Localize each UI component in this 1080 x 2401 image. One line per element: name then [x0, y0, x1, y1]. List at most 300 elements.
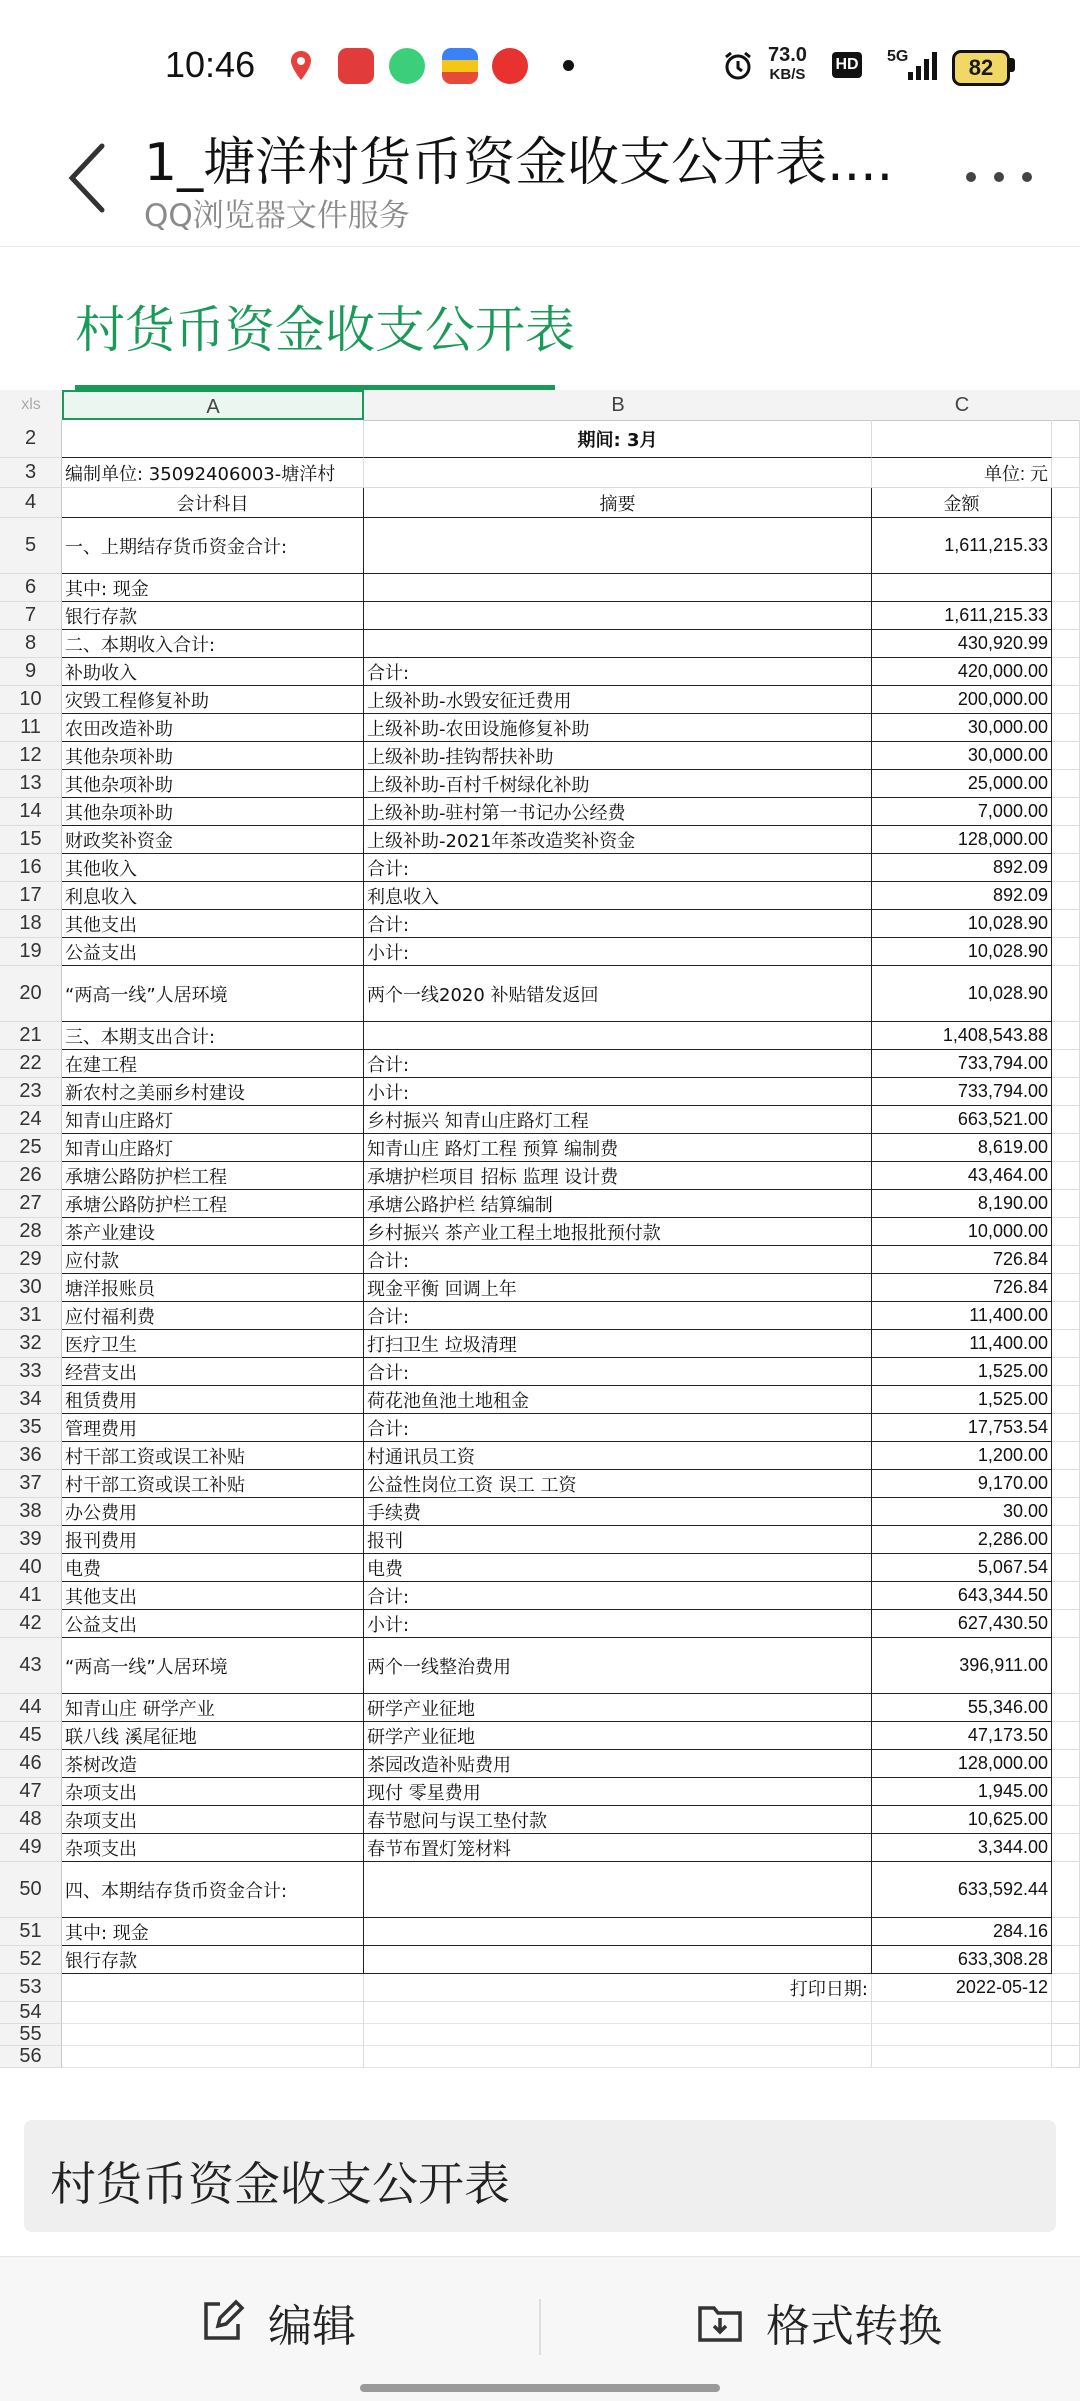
- cell-amount[interactable]: 726.84: [872, 1246, 1052, 1274]
- cell-account[interactable]: [62, 2024, 364, 2046]
- cell-empty[interactable]: [1052, 1274, 1080, 1302]
- cell-account[interactable]: 杂项支出: [62, 1778, 364, 1806]
- cell-empty[interactable]: [1052, 1638, 1080, 1694]
- cell-summary[interactable]: 打印日期:: [364, 1974, 872, 2002]
- cell-empty[interactable]: [1052, 770, 1080, 798]
- cell-summary[interactable]: 合计:: [364, 1050, 872, 1078]
- cell-summary[interactable]: 现金平衡 回调上年: [364, 1274, 872, 1302]
- row-number[interactable]: 8: [0, 630, 62, 658]
- sheet-name-bar[interactable]: [24, 2120, 1056, 2232]
- cell-amount[interactable]: 55,346.00: [872, 1694, 1052, 1722]
- table-row[interactable]: [0, 1274, 1080, 1302]
- cell-amount[interactable]: 633,308.28: [872, 1946, 1052, 1974]
- cell-amount[interactable]: 11,400.00: [872, 1302, 1052, 1330]
- table-row[interactable]: [0, 458, 1080, 488]
- table-row[interactable]: [0, 938, 1080, 966]
- cell-empty[interactable]: [1052, 1526, 1080, 1554]
- row-number[interactable]: 48: [0, 1806, 62, 1834]
- cell-account[interactable]: 其他收入: [62, 854, 364, 882]
- cell-empty[interactable]: [1052, 742, 1080, 770]
- cell-empty[interactable]: [1052, 826, 1080, 854]
- cell-empty[interactable]: [1052, 854, 1080, 882]
- cell-amount[interactable]: 733,794.00: [872, 1050, 1052, 1078]
- row-number[interactable]: 43: [0, 1638, 62, 1694]
- cell-summary[interactable]: [364, 458, 872, 488]
- cell-account[interactable]: 租赁费用: [62, 1386, 364, 1414]
- table-row[interactable]: [0, 1442, 1080, 1470]
- row-number[interactable]: 9: [0, 658, 62, 686]
- row-number[interactable]: 44: [0, 1694, 62, 1722]
- cell-account[interactable]: [62, 2046, 364, 2068]
- cell-empty[interactable]: [1052, 1358, 1080, 1386]
- cell-account[interactable]: 会计科目: [62, 488, 364, 518]
- row-number[interactable]: 50: [0, 1862, 62, 1918]
- cell-account[interactable]: 知青山庄路灯: [62, 1106, 364, 1134]
- cell-account[interactable]: 四、本期结存货币资金合计:: [62, 1862, 364, 1918]
- cell-empty[interactable]: [1052, 1442, 1080, 1470]
- cell-amount[interactable]: 284.16: [872, 1918, 1052, 1946]
- cell-empty[interactable]: [1052, 1162, 1080, 1190]
- cell-account[interactable]: 二、本期收入合计:: [62, 630, 364, 658]
- cell-account[interactable]: 承塘公路防护栏工程: [62, 1190, 364, 1218]
- cell-empty[interactable]: [1052, 1582, 1080, 1610]
- table-row[interactable]: [0, 518, 1080, 574]
- cell-empty[interactable]: [1052, 1554, 1080, 1582]
- cell-account[interactable]: 管理费用: [62, 1414, 364, 1442]
- table-row[interactable]: [0, 1190, 1080, 1218]
- cell-amount[interactable]: 单位: 元: [872, 458, 1052, 488]
- row-number[interactable]: 6: [0, 574, 62, 602]
- cell-amount[interactable]: 10,028.90: [872, 966, 1052, 1022]
- row-number[interactable]: 25: [0, 1134, 62, 1162]
- row-number[interactable]: 23: [0, 1078, 62, 1106]
- row-number[interactable]: 19: [0, 938, 62, 966]
- cell-empty[interactable]: [1052, 1330, 1080, 1358]
- table-row[interactable]: [0, 1862, 1080, 1918]
- cell-amount[interactable]: 1,525.00: [872, 1358, 1052, 1386]
- table-row[interactable]: [0, 742, 1080, 770]
- cell-account[interactable]: 利息收入: [62, 882, 364, 910]
- table-row[interactable]: [0, 1918, 1080, 1946]
- cell-amount[interactable]: 663,521.00: [872, 1106, 1052, 1134]
- cell-empty[interactable]: [1052, 2046, 1080, 2068]
- row-number[interactable]: 10: [0, 686, 62, 714]
- cell-amount[interactable]: 11,400.00: [872, 1330, 1052, 1358]
- cell-account[interactable]: 塘洋报账员: [62, 1274, 364, 1302]
- cell-summary[interactable]: 合计:: [364, 910, 872, 938]
- cell-empty[interactable]: [1052, 2024, 1080, 2046]
- cell-amount[interactable]: 1,408,543.88: [872, 1022, 1052, 1050]
- cell-summary[interactable]: 上级补助-农田设施修复补助: [364, 714, 872, 742]
- cell-amount[interactable]: 25,000.00: [872, 770, 1052, 798]
- row-number[interactable]: 40: [0, 1554, 62, 1582]
- row-number[interactable]: 20: [0, 966, 62, 1022]
- cell-summary[interactable]: [364, 518, 872, 574]
- cell-amount[interactable]: [872, 574, 1052, 602]
- cell-account[interactable]: 其他杂项补助: [62, 742, 364, 770]
- edit-button[interactable]: [198, 2287, 356, 2357]
- table-row[interactable]: [0, 1414, 1080, 1442]
- cell-amount[interactable]: 1,611,215.33: [872, 518, 1052, 574]
- row-number[interactable]: 13: [0, 770, 62, 798]
- cell-summary[interactable]: 春节布置灯笼材料: [364, 1834, 872, 1862]
- row-number[interactable]: 38: [0, 1498, 62, 1526]
- table-row[interactable]: [0, 1050, 1080, 1078]
- cell-summary[interactable]: 上级补助-百村千树绿化补助: [364, 770, 872, 798]
- cell-amount[interactable]: 1,525.00: [872, 1386, 1052, 1414]
- cell-summary[interactable]: 公益性岗位工资 误工 工资: [364, 1470, 872, 1498]
- cell-amount[interactable]: 5,067.54: [872, 1554, 1052, 1582]
- cell-account[interactable]: 其中: 现金: [62, 1918, 364, 1946]
- table-row[interactable]: [0, 1218, 1080, 1246]
- cell-amount[interactable]: 7,000.00: [872, 798, 1052, 826]
- cell-account[interactable]: 办公费用: [62, 1498, 364, 1526]
- cell-account[interactable]: 一、上期结存货币资金合计:: [62, 518, 364, 574]
- cell-amount[interactable]: 47,173.50: [872, 1722, 1052, 1750]
- table-row[interactable]: [0, 2002, 1080, 2024]
- cell-empty[interactable]: [1052, 1078, 1080, 1106]
- cell-summary[interactable]: [364, 574, 872, 602]
- cell-summary[interactable]: 利息收入: [364, 882, 872, 910]
- table-row[interactable]: [0, 826, 1080, 854]
- table-row[interactable]: [0, 1386, 1080, 1414]
- table-row[interactable]: [0, 1358, 1080, 1386]
- cell-account[interactable]: “两高一线”人居环境: [62, 1638, 364, 1694]
- cell-account[interactable]: 经营支出: [62, 1358, 364, 1386]
- table-row[interactable]: [0, 1470, 1080, 1498]
- cell-account[interactable]: 农田改造补助: [62, 714, 364, 742]
- cell-account[interactable]: [62, 1974, 364, 2002]
- cell-account[interactable]: 茶树改造: [62, 1750, 364, 1778]
- row-number[interactable]: 5: [0, 518, 62, 574]
- cell-amount[interactable]: 10,028.90: [872, 938, 1052, 966]
- row-number[interactable]: 17: [0, 882, 62, 910]
- row-number[interactable]: 22: [0, 1050, 62, 1078]
- row-number[interactable]: 32: [0, 1330, 62, 1358]
- row-number[interactable]: 49: [0, 1834, 62, 1862]
- cell-summary[interactable]: 茶园改造补贴费用: [364, 1750, 872, 1778]
- cell-summary[interactable]: 合计:: [364, 1246, 872, 1274]
- row-number[interactable]: 33: [0, 1358, 62, 1386]
- cell-empty[interactable]: [1052, 938, 1080, 966]
- table-row[interactable]: [0, 1246, 1080, 1274]
- cell-account[interactable]: 新农村之美丽乡村建设: [62, 1078, 364, 1106]
- row-number[interactable]: 11: [0, 714, 62, 742]
- cell-summary[interactable]: 合计:: [364, 1414, 872, 1442]
- cell-amount[interactable]: 1,611,215.33: [872, 602, 1052, 630]
- cell-amount[interactable]: 43,464.00: [872, 1162, 1052, 1190]
- row-number[interactable]: 30: [0, 1274, 62, 1302]
- table-row[interactable]: [0, 1974, 1080, 2002]
- cell-summary[interactable]: 村通讯员工资: [364, 1442, 872, 1470]
- cell-account[interactable]: 公益支出: [62, 1610, 364, 1638]
- table-row[interactable]: [0, 1806, 1080, 1834]
- cell-amount[interactable]: 627,430.50: [872, 1610, 1052, 1638]
- cell-summary[interactable]: 现付 零星费用: [364, 1778, 872, 1806]
- cell-empty[interactable]: [1052, 966, 1080, 1022]
- cell-summary[interactable]: 摘要: [364, 488, 872, 518]
- cell-empty[interactable]: [1052, 1050, 1080, 1078]
- cell-amount[interactable]: 10,028.90: [872, 910, 1052, 938]
- cell-empty[interactable]: [1052, 1498, 1080, 1526]
- table-row[interactable]: [0, 1638, 1080, 1694]
- row-number[interactable]: 46: [0, 1750, 62, 1778]
- cell-summary[interactable]: 两个一线2020 补贴错发返回: [364, 966, 872, 1022]
- cell-amount[interactable]: 128,000.00: [872, 1750, 1052, 1778]
- table-row[interactable]: [0, 770, 1080, 798]
- cell-empty[interactable]: [1052, 1862, 1080, 1918]
- row-number[interactable]: 34: [0, 1386, 62, 1414]
- row-number[interactable]: 18: [0, 910, 62, 938]
- table-row[interactable]: [0, 1526, 1080, 1554]
- cell-account[interactable]: 应付款: [62, 1246, 364, 1274]
- row-number[interactable]: 47: [0, 1778, 62, 1806]
- cell-empty[interactable]: [1052, 1134, 1080, 1162]
- cell-account[interactable]: 财政奖补资金: [62, 826, 364, 854]
- cell-summary[interactable]: 上级补助-2021年茶改造奖补资金: [364, 826, 872, 854]
- cell-account[interactable]: 其他杂项补助: [62, 770, 364, 798]
- cell-summary[interactable]: [364, 602, 872, 630]
- cell-amount[interactable]: 396,911.00: [872, 1638, 1052, 1694]
- cell-summary[interactable]: 小计:: [364, 1610, 872, 1638]
- cell-summary[interactable]: 小计:: [364, 938, 872, 966]
- cell-account[interactable]: 其他支出: [62, 910, 364, 938]
- cell-summary[interactable]: 承塘公路护栏 结算编制: [364, 1190, 872, 1218]
- sheet-tab-active[interactable]: 村货币资金收支公开表: [75, 301, 575, 359]
- row-number[interactable]: 2: [0, 420, 62, 458]
- cell-empty[interactable]: [1052, 658, 1080, 686]
- cell-amount[interactable]: 金额: [872, 488, 1052, 518]
- column-header-c[interactable]: C: [872, 390, 1053, 421]
- cell-empty[interactable]: [1052, 798, 1080, 826]
- row-number[interactable]: 41: [0, 1582, 62, 1610]
- cell-summary[interactable]: 荷花池鱼池土地租金: [364, 1386, 872, 1414]
- cell-empty[interactable]: [1052, 420, 1080, 458]
- cell-empty[interactable]: [1052, 602, 1080, 630]
- cell-empty[interactable]: [1052, 1386, 1080, 1414]
- table-row[interactable]: [0, 1554, 1080, 1582]
- cell-amount[interactable]: 8,190.00: [872, 1190, 1052, 1218]
- cell-amount[interactable]: 2,286.00: [872, 1526, 1052, 1554]
- row-number[interactable]: 26: [0, 1162, 62, 1190]
- row-number[interactable]: 53: [0, 1974, 62, 2002]
- cell-account[interactable]: 在建工程: [62, 1050, 364, 1078]
- cell-amount[interactable]: 17,753.54: [872, 1414, 1052, 1442]
- table-row[interactable]: [0, 2046, 1080, 2068]
- cell-summary[interactable]: 小计:: [364, 1078, 872, 1106]
- table-row[interactable]: [0, 966, 1080, 1022]
- table-row[interactable]: [0, 854, 1080, 882]
- cell-account[interactable]: [62, 2002, 364, 2024]
- cell-summary[interactable]: 合计:: [364, 658, 872, 686]
- column-header-a[interactable]: A: [62, 390, 364, 420]
- cell-account[interactable]: 茶产业建设: [62, 1218, 364, 1246]
- cell-empty[interactable]: [1052, 1218, 1080, 1246]
- cell-amount[interactable]: 30,000.00: [872, 714, 1052, 742]
- cell-amount[interactable]: [872, 2046, 1052, 2068]
- cell-account[interactable]: 知青山庄 研学产业: [62, 1694, 364, 1722]
- table-row[interactable]: [0, 1834, 1080, 1862]
- cell-empty[interactable]: [1052, 1918, 1080, 1946]
- cell-empty[interactable]: [1052, 1750, 1080, 1778]
- cell-amount[interactable]: [872, 2024, 1052, 2046]
- cell-empty[interactable]: [1052, 1106, 1080, 1134]
- cell-empty[interactable]: [1052, 1610, 1080, 1638]
- cell-amount[interactable]: 30.00: [872, 1498, 1052, 1526]
- cell-summary[interactable]: [364, 2002, 872, 2024]
- cell-empty[interactable]: [1052, 1694, 1080, 1722]
- table-row[interactable]: [0, 1722, 1080, 1750]
- cell-account[interactable]: 应付福利费: [62, 1302, 364, 1330]
- cell-summary[interactable]: 打扫卫生 垃圾清理: [364, 1330, 872, 1358]
- spreadsheet[interactable]: [0, 390, 1080, 2090]
- row-number[interactable]: 27: [0, 1190, 62, 1218]
- row-number[interactable]: 16: [0, 854, 62, 882]
- table-row[interactable]: [0, 420, 1080, 458]
- table-row[interactable]: [0, 1078, 1080, 1106]
- cell-amount[interactable]: 420,000.00: [872, 658, 1052, 686]
- table-row[interactable]: [0, 1946, 1080, 1974]
- table-row[interactable]: [0, 1330, 1080, 1358]
- table-row[interactable]: [0, 1302, 1080, 1330]
- table-row[interactable]: [0, 658, 1080, 686]
- table-row[interactable]: [0, 882, 1080, 910]
- cell-account[interactable]: 电费: [62, 1554, 364, 1582]
- cell-account[interactable]: 知青山庄路灯: [62, 1134, 364, 1162]
- cell-account[interactable]: 其中: 现金: [62, 574, 364, 602]
- cell-account[interactable]: 村干部工资或误工补贴: [62, 1470, 364, 1498]
- row-number[interactable]: 39: [0, 1526, 62, 1554]
- cell-amount[interactable]: 9,170.00: [872, 1470, 1052, 1498]
- cell-summary[interactable]: 两个一线整治费用: [364, 1638, 872, 1694]
- row-number[interactable]: 56: [0, 2046, 62, 2068]
- back-arrow-icon[interactable]: [62, 138, 112, 218]
- cell-amount[interactable]: 8,619.00: [872, 1134, 1052, 1162]
- cell-summary[interactable]: 研学产业征地: [364, 1694, 872, 1722]
- table-row[interactable]: [0, 1498, 1080, 1526]
- row-number[interactable]: 21: [0, 1022, 62, 1050]
- cell-empty[interactable]: [1052, 630, 1080, 658]
- cell-amount[interactable]: 10,625.00: [872, 1806, 1052, 1834]
- cell-account[interactable]: 其他杂项补助: [62, 798, 364, 826]
- cell-empty[interactable]: [1052, 1778, 1080, 1806]
- cell-amount[interactable]: 726.84: [872, 1274, 1052, 1302]
- cell-account[interactable]: 承塘公路防护栏工程: [62, 1162, 364, 1190]
- cell-empty[interactable]: [1052, 1806, 1080, 1834]
- table-row[interactable]: [0, 1750, 1080, 1778]
- row-number[interactable]: 54: [0, 2002, 62, 2024]
- cell-summary[interactable]: [364, 2046, 872, 2068]
- row-number[interactable]: 4: [0, 488, 62, 518]
- cell-account[interactable]: 村干部工资或误工补贴: [62, 1442, 364, 1470]
- cell-account[interactable]: “两高一线”人居环境: [62, 966, 364, 1022]
- row-number[interactable]: 28: [0, 1218, 62, 1246]
- table-row[interactable]: [0, 798, 1080, 826]
- cell-amount[interactable]: 30,000.00: [872, 742, 1052, 770]
- table-row[interactable]: [0, 1778, 1080, 1806]
- row-number[interactable]: 35: [0, 1414, 62, 1442]
- table-row[interactable]: [0, 1022, 1080, 1050]
- cell-empty[interactable]: [1052, 1414, 1080, 1442]
- cell-amount[interactable]: 643,344.50: [872, 1582, 1052, 1610]
- cell-summary[interactable]: 合计:: [364, 1358, 872, 1386]
- cell-empty[interactable]: [1052, 1190, 1080, 1218]
- row-number[interactable]: 37: [0, 1470, 62, 1498]
- cell-amount[interactable]: 3,344.00: [872, 1834, 1052, 1862]
- cell-summary[interactable]: 乡村振兴 知青山庄路灯工程: [364, 1106, 872, 1134]
- column-header-b[interactable]: B: [364, 390, 873, 421]
- cell-summary[interactable]: [364, 1918, 872, 1946]
- cell-summary[interactable]: 春节慰问与误工垫付款: [364, 1806, 872, 1834]
- format-convert-button[interactable]: [696, 2287, 942, 2357]
- cell-empty[interactable]: [1052, 1722, 1080, 1750]
- cell-summary[interactable]: 上级补助-挂钩帮扶补助: [364, 742, 872, 770]
- cell-amount[interactable]: 1,200.00: [872, 1442, 1052, 1470]
- cell-amount[interactable]: 633,592.44: [872, 1862, 1052, 1918]
- cell-summary[interactable]: 知青山庄 路灯工程 预算 编制费: [364, 1134, 872, 1162]
- row-number[interactable]: 12: [0, 742, 62, 770]
- cell-summary[interactable]: [364, 1946, 872, 1974]
- cell-account[interactable]: [62, 420, 364, 458]
- cell-amount[interactable]: 200,000.00: [872, 686, 1052, 714]
- cell-summary[interactable]: 上级补助-驻村第一书记办公经费: [364, 798, 872, 826]
- cell-summary[interactable]: 报刊: [364, 1526, 872, 1554]
- cell-summary[interactable]: 研学产业征地: [364, 1722, 872, 1750]
- cell-account[interactable]: 灾毁工程修复补助: [62, 686, 364, 714]
- cell-account[interactable]: 其他支出: [62, 1582, 364, 1610]
- cell-empty[interactable]: [1052, 458, 1080, 488]
- cell-empty[interactable]: [1052, 910, 1080, 938]
- row-number[interactable]: 42: [0, 1610, 62, 1638]
- cell-summary[interactable]: 期间: 3月: [364, 420, 872, 458]
- cell-empty[interactable]: [1052, 1022, 1080, 1050]
- cell-account[interactable]: 杂项支出: [62, 1806, 364, 1834]
- cell-account[interactable]: 报刊费用: [62, 1526, 364, 1554]
- home-indicator[interactable]: [360, 2384, 720, 2392]
- table-row[interactable]: [0, 1694, 1080, 1722]
- cell-summary[interactable]: 电费: [364, 1554, 872, 1582]
- row-number[interactable]: 36: [0, 1442, 62, 1470]
- cell-amount[interactable]: 2022-05-12: [872, 1974, 1052, 2002]
- table-row[interactable]: [0, 1610, 1080, 1638]
- cell-account[interactable]: 联八线 溪尾征地: [62, 1722, 364, 1750]
- cell-empty[interactable]: [1052, 882, 1080, 910]
- cell-empty[interactable]: [1052, 1470, 1080, 1498]
- cell-account[interactable]: 补助收入: [62, 658, 364, 686]
- row-number[interactable]: 15: [0, 826, 62, 854]
- table-row[interactable]: [0, 714, 1080, 742]
- cell-empty[interactable]: [1052, 488, 1080, 518]
- cell-summary[interactable]: 乡村振兴 茶产业工程土地报批预付款: [364, 1218, 872, 1246]
- cell-summary[interactable]: [364, 2024, 872, 2046]
- table-row[interactable]: [0, 1134, 1080, 1162]
- cell-empty[interactable]: [1052, 574, 1080, 602]
- row-number[interactable]: 51: [0, 1918, 62, 1946]
- row-number[interactable]: 14: [0, 798, 62, 826]
- cell-amount[interactable]: [872, 2002, 1052, 2024]
- cell-summary[interactable]: [364, 1022, 872, 1050]
- cell-account[interactable]: 公益支出: [62, 938, 364, 966]
- cell-summary[interactable]: 手续费: [364, 1498, 872, 1526]
- table-row[interactable]: [0, 574, 1080, 602]
- cell-amount[interactable]: 733,794.00: [872, 1078, 1052, 1106]
- table-row[interactable]: [0, 1106, 1080, 1134]
- table-row[interactable]: [0, 2024, 1080, 2046]
- cell-account[interactable]: 三、本期支出合计:: [62, 1022, 364, 1050]
- cell-summary[interactable]: [364, 1862, 872, 1918]
- cell-account[interactable]: 医疗卫生: [62, 1330, 364, 1358]
- cell-account[interactable]: 银行存款: [62, 602, 364, 630]
